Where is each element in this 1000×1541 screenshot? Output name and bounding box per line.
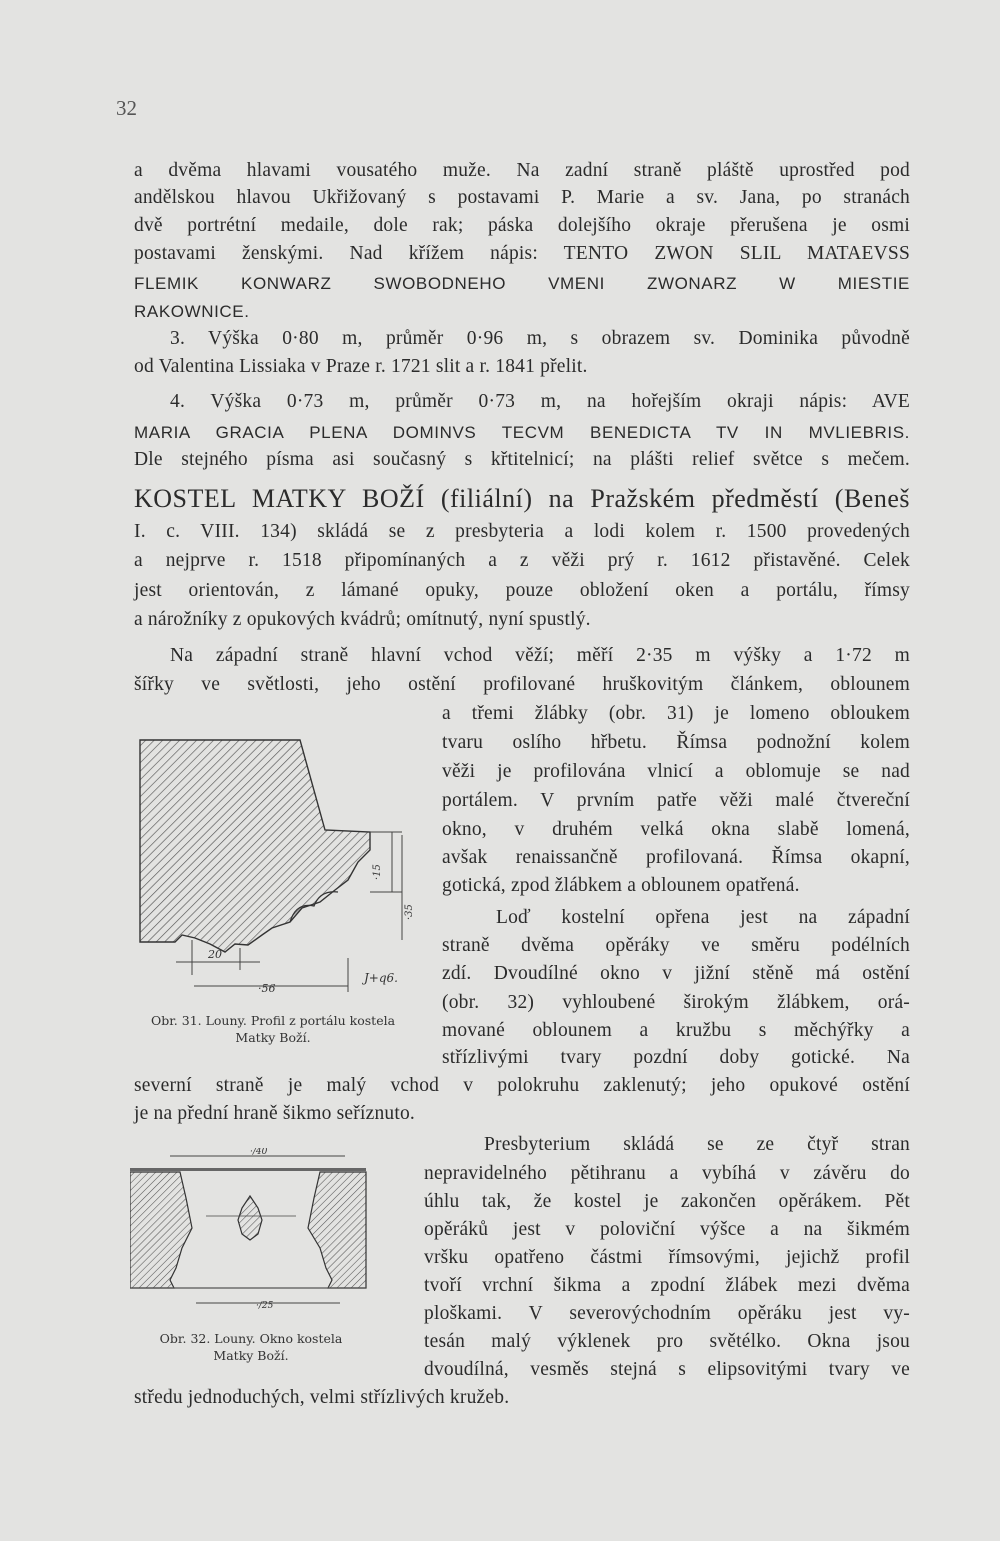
text-line: opěráků jest v poloviční výšce a na šikmém	[424, 1219, 910, 1240]
text-line: mované oblounem a kružbu s měchýřky a	[442, 1020, 910, 1041]
text-line: nepravidelného pětihranu a vybíhá v závěru do	[424, 1163, 910, 1184]
text-line: Presbyterium skládá se ze čtyř stran	[484, 1134, 910, 1155]
figure-32-window-profile	[130, 1148, 370, 1328]
text-line: ploškami. V severovýchodním opěráku jest vy-	[424, 1303, 910, 1324]
text-line: Loď kostelní opřena jest na západní	[496, 907, 910, 928]
page-number: 32	[116, 96, 137, 120]
text-line: dvoudílná, vesměs stejná s elipsovitými tvary ve	[424, 1359, 910, 1380]
section-heading: KOSTEL MATKY BOŽÍ (filiální) na Pražském předměstí (Beneš	[134, 484, 910, 513]
text-line: tvoří vrchní šikma a zpodní žlábek mezi dvěma	[424, 1275, 910, 1296]
text-line: šířky ve světlosti, jeho ostění profilované hruškovitým článkem, oblounem	[134, 674, 910, 695]
dim-label-15: ·15	[372, 864, 383, 880]
text-line: postavami ženskými. Nad křížem nápis: TENTO ZWON SLIL MATAEVSS	[134, 243, 910, 264]
text-line: střízlivými tvary pozdní doby gotické. Na	[442, 1047, 910, 1068]
text-line: Na západní straně hlavní vchod věží; měří 2·35 m výšky a 1·72 m	[170, 645, 910, 666]
inscription-line: RAKOWNICE.	[134, 302, 250, 321]
section-heading-line	[134, 484, 910, 517]
text-line: od Valentina Lissiaka v Praze r. 1721 slit a r. 1841 přelit.	[134, 356, 588, 377]
text-line: dvě portrétní medaile, dole rak; páska dolejšího okraje přerušena je osmi	[134, 215, 910, 236]
text-line: avšak renaissančně profilovaná. Římsa okapní,	[442, 847, 910, 868]
text-line: severní straně je malý vchod v polokruhu zaklenutý; jeho opukové ostění	[134, 1075, 910, 1096]
text-line: (obr. 32) vyhloubené širokým žlábkem, orá-	[442, 992, 910, 1013]
text-line: vršku opatřeno částmi římsovými, jejichž profil	[424, 1247, 910, 1268]
text-line: andělskou hlavou Ukřižovaný s postavami P. Marie a sv. Jana, po stranách	[134, 187, 910, 208]
dim-label-20: 20	[208, 948, 222, 961]
text-line: a dvěma hlavami vousatého muže. Na zadní straně pláště uprostřed pod	[134, 160, 910, 181]
text-line: 3. Výška 0·80 m, průměr 0·96 m, s obrazem sv. Dominika původně	[170, 328, 910, 349]
dim-note: J+q6.	[364, 971, 398, 985]
text-line: Dle stejného písma asi současný s křtitelnicí; na plášti relief světce s mečem.	[134, 449, 910, 470]
dim-label-56: ·56	[258, 982, 276, 995]
text-line: 4. Výška 0·73 m, průměr 0·73 m, na hořejším okraji nápis: AVE	[170, 391, 910, 412]
figure-31-caption	[128, 1012, 418, 1046]
text-line: je na přední hraně šikmo seříznuto.	[134, 1103, 415, 1124]
figure-31-profile	[130, 730, 430, 1010]
text-line: tvaru oslího hřbetu. Římsa podnožní kolem	[442, 732, 910, 753]
dim-label-top: ·/40	[250, 1148, 268, 1157]
text-line: středu jednoduchých, velmi střízlivých kružeb.	[134, 1387, 510, 1408]
text-line: straně dvěma opěráky ve směru podélních	[442, 935, 910, 956]
text-line: okno, v druhém velká okna slabě lomená,	[442, 819, 910, 840]
text-line: a nárožníky z opukových kvádrů; omítnutý, nyní spustlý.	[134, 609, 591, 630]
text-line: I. c. VIII. 134) skládá se z presbyteria a lodi kolem r. 1500 provedených	[134, 521, 910, 542]
text-line: úhlu tak, že kostel je zakončen opěrákem. Pět	[424, 1191, 910, 1212]
caption-line: Obr. 31. Louny. Profil z portálu kostela	[150, 1013, 396, 1028]
caption-line: Matky Boží.	[235, 1030, 311, 1045]
text-line: a třemi žlábky (obr. 31) je lomeno obloukem	[442, 703, 910, 724]
dim-label-bottom: ·/25	[256, 1301, 274, 1311]
caption-line: Matky Boží.	[213, 1348, 289, 1363]
text-line: a nejprve r. 1518 připomínaných a z věži prý r. 1612 přistavěné. Celek	[134, 550, 910, 571]
text-line: zdí. Dvoudílné okno v jižní stěně má ostění	[442, 963, 910, 984]
text-line: portálem. V prvním patře věži malé čtvereční	[442, 790, 910, 811]
text-line: jest orientován, z lámané opuky, pouze obložení oken a portálu, římsy	[134, 580, 910, 601]
figure-32-caption	[128, 1330, 374, 1364]
text-line: věži je profilována vlnicí a oblomuje se nad	[442, 761, 910, 782]
text-line: gotická, zpod žlábkem a oblounem opatřená.	[442, 875, 800, 896]
caption-line: Obr. 32. Louny. Okno kostela	[159, 1331, 343, 1346]
text-line: tesán malý výklenek pro světélko. Okna jsou	[424, 1331, 910, 1352]
inscription-line: MARIA GRACIA PLENA DOMINVS TECVM BENEDICTA TV IN MVLIEBRIS.	[134, 423, 910, 442]
inscription-line: FLEMIK KONWARZ SWOBODNEHO VMENI ZWONARZ W MIESTIE	[134, 274, 910, 293]
dim-label-35: ·35	[404, 904, 415, 920]
